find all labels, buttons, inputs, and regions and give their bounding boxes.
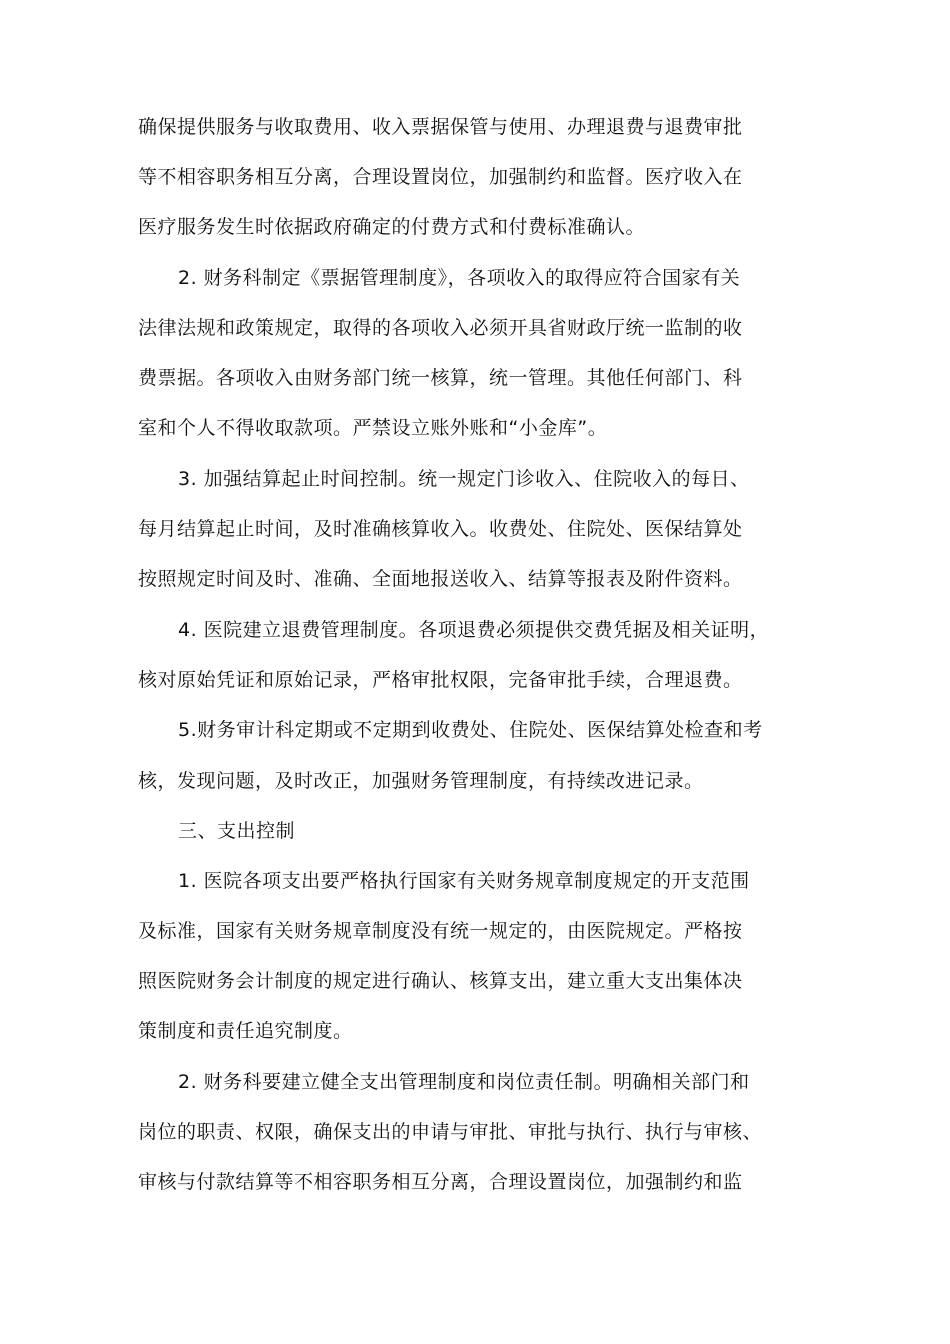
text-line: 照医院财务会计制度的规定进行确认、核算支出，建立重大支出集体决 bbox=[138, 970, 743, 992]
text-line: 及标准，国家有关财务规章制度没有统一规定的，由医院规定。严格按 bbox=[138, 920, 743, 942]
text-line: 法律法规和政策规定，取得的各项收入必须开具省财政厅统一监制的收 bbox=[138, 317, 743, 339]
paragraph-start-line: 4. 医院建立退费管理制度。各项退费必须提供交费凭据及相关证明， bbox=[178, 619, 770, 641]
paragraph-start-line: 2. 财务科要建立健全支出管理制度和岗位责任制。明确相关部门和 bbox=[178, 1071, 750, 1093]
paragraph-start-line: 3. 加强结算起止时间控制。统一规定门诊收入、住院收入的每日、 bbox=[178, 468, 750, 490]
text-line: 审核与付款结算等不相容职务相互分离，合理设置岗位，加强制约和监 bbox=[138, 1171, 743, 1193]
paragraph-start-line: 2. 财务科制定《票据管理制度》，各项收入的取得应符合国家有关 bbox=[178, 267, 741, 289]
paragraph-start-line: 1. 医院各项支出要严格执行国家有关财务规章制度规定的开支范围 bbox=[178, 870, 750, 892]
text-line: 确保提供服务与收取费用、收入票据保管与使用、办理退费与退费审批 bbox=[138, 116, 743, 138]
text-line: 医疗服务发生时依据政府确定的付费方式和付费标准确认。 bbox=[138, 216, 646, 238]
paragraph-start-line: 5.财务审计科定期或不定期到收费处、住院处、医保结算处检查和考 bbox=[178, 719, 763, 741]
text-line: 核，发现问题，及时改正，加强财务管理制度，有持续改进记录。 bbox=[138, 770, 704, 792]
text-line: 室和个人不得收取款项。严禁设立账外账和“小金库”。 bbox=[138, 417, 608, 439]
text-line: 核对原始凭证和原始记录，严格审批权限，完备审批手续，合理退费。 bbox=[138, 669, 743, 691]
section-heading: 三、支出控制 bbox=[178, 820, 296, 842]
text-line: 按照规定时间及时、准确、全面地报送收入、结算等报表及附件资料。 bbox=[138, 568, 743, 590]
text-line: 每月结算起止时间，及时准确核算收入。收费处、住院处、医保结算处 bbox=[138, 518, 743, 540]
text-line: 等不相容职务相互分离，合理设置岗位，加强制约和监督。医疗收入在 bbox=[138, 166, 743, 188]
text-line: 费票据。各项收入由财务部门统一核算，统一管理。其他任何部门、科 bbox=[138, 367, 743, 389]
text-line: 岗位的职责、权限，确保支出的申请与审批、审批与执行、执行与审核、 bbox=[138, 1121, 763, 1143]
text-line: 策制度和责任追究制度。 bbox=[138, 1020, 353, 1042]
